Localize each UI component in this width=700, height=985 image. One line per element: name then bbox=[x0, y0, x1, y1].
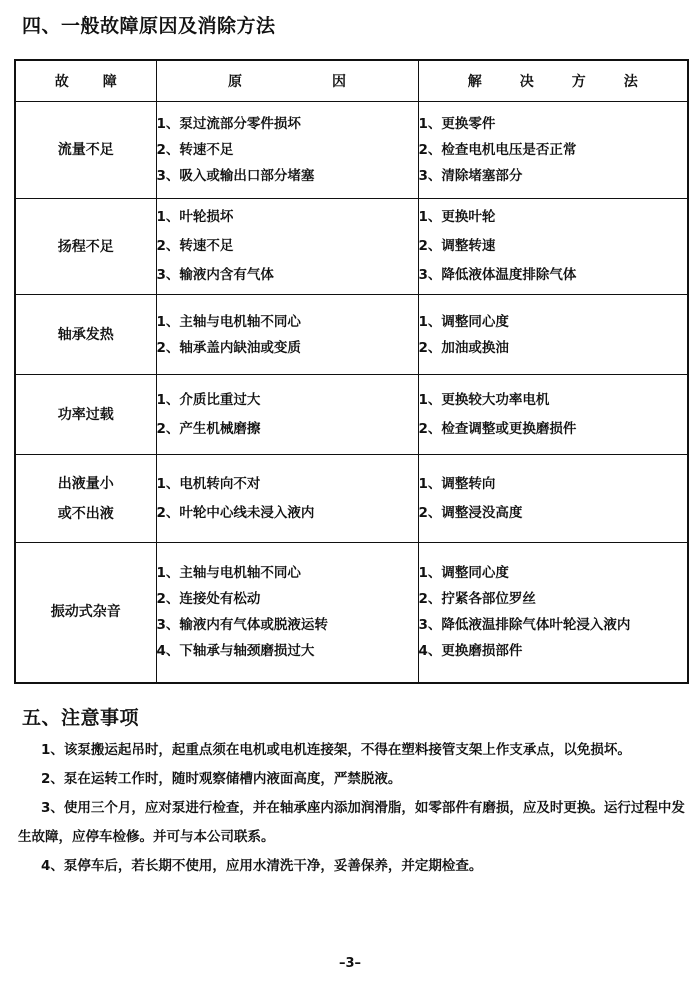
note-item: 3、使用三个月，应对泵进行检查，并在轴承座内添加润滑脂，如零部件有磨损，应及时更换。运行过程中发生故障，应停车检修。并可与本公司联系。 bbox=[18, 800, 685, 845]
header-solution-char: 解 bbox=[467, 74, 482, 90]
solution-item: 1、调整同心度 bbox=[418, 313, 509, 330]
solution-item: 1、调整转向 bbox=[418, 475, 496, 492]
solution-item: 2、检查调整或更换磨损件 bbox=[418, 420, 577, 437]
cause-item: 2、产生机械磨擦 bbox=[156, 420, 261, 437]
header-solution-char: 决 bbox=[519, 74, 534, 90]
fault-name: 振动式杂音 bbox=[50, 604, 121, 621]
solution-item: 1、更换较大功率电机 bbox=[418, 391, 550, 408]
fault-name: 轴承发热 bbox=[57, 326, 114, 343]
section-5-title: 五、注意事项 bbox=[22, 707, 140, 729]
solution-item: 3、降低液体温度排除气体 bbox=[418, 267, 577, 283]
cause-item: 1、主轴与电机轴不同心 bbox=[156, 565, 301, 582]
table-row bbox=[15, 455, 688, 543]
solution-item: 4、更换磨损部件 bbox=[418, 643, 523, 660]
header-solution bbox=[418, 60, 688, 102]
header-fault-char: 障 bbox=[102, 74, 117, 90]
fault-name: 功率过载 bbox=[57, 406, 114, 423]
cause-item: 2、连接处有松动 bbox=[156, 591, 261, 608]
cause-item: 3、吸入或输出口部分堵塞 bbox=[156, 168, 315, 184]
cause-item: 2、转速不足 bbox=[156, 142, 234, 158]
fault-name-cell bbox=[15, 375, 156, 455]
solutions-cell bbox=[418, 199, 688, 295]
solution-item: 1、更换零件 bbox=[418, 116, 496, 132]
cause-item: 1、介质比重过大 bbox=[156, 391, 261, 408]
cause-item: 2、转速不足 bbox=[156, 238, 234, 254]
solution-item: 2、检查电机电压是否正常 bbox=[418, 142, 577, 158]
header-solution-char: 法 bbox=[623, 74, 638, 90]
solutions-cell bbox=[418, 102, 688, 199]
header-solution-char: 方 bbox=[571, 74, 586, 90]
note-item: 4、泵停车后，若长期不使用，应用水清洗干净，妥善保养，并定期检查。 bbox=[41, 858, 483, 874]
solutions-cell bbox=[418, 543, 688, 683]
causes-cell bbox=[156, 543, 418, 683]
fault-name: 流量不足 bbox=[57, 142, 114, 158]
solution-item: 3、降低液温排除气体叶轮浸入液内 bbox=[418, 617, 631, 634]
cause-item: 3、输液内含有气体 bbox=[156, 267, 274, 283]
fault-name: 或不出液 bbox=[57, 505, 114, 522]
header-fault bbox=[15, 60, 156, 102]
header-cause-char: 原 bbox=[228, 74, 242, 90]
solutions-cell bbox=[418, 455, 688, 543]
note-item: 2、泵在运转工作时，随时观察储槽内液面高度，严禁脱液。 bbox=[41, 771, 402, 787]
header-cause bbox=[156, 60, 418, 102]
causes-cell bbox=[156, 102, 418, 199]
solution-item: 2、加油或换油 bbox=[418, 339, 509, 356]
solution-item: 3、清除堵塞部分 bbox=[418, 168, 523, 184]
section-4-title: 四、一般故障原因及消除方法 bbox=[22, 15, 276, 37]
notes-list bbox=[18, 736, 686, 881]
header-cause-char: 因 bbox=[332, 74, 346, 90]
causes-cell bbox=[156, 199, 418, 295]
fault-table bbox=[14, 59, 689, 684]
table-row bbox=[15, 295, 688, 375]
table-row bbox=[15, 199, 688, 295]
cause-item: 2、叶轮中心线未浸入液内 bbox=[156, 504, 315, 521]
causes-cell bbox=[156, 455, 418, 543]
table-header-row bbox=[15, 60, 688, 102]
solution-item: 1、更换叶轮 bbox=[418, 209, 496, 225]
cause-item: 4、下轴承与轴颈磨损过大 bbox=[156, 643, 315, 660]
fault-name-cell bbox=[15, 199, 156, 295]
fault-name-cell bbox=[15, 543, 156, 683]
cause-item: 1、叶轮损坏 bbox=[156, 209, 234, 225]
causes-cell bbox=[156, 375, 418, 455]
causes-cell bbox=[156, 295, 418, 375]
solution-item: 2、拧紧各部位罗丝 bbox=[418, 591, 536, 608]
solution-item: 2、调整浸没高度 bbox=[418, 504, 523, 521]
fault-name: 出液量小 bbox=[57, 475, 114, 492]
fault-name: 扬程不足 bbox=[57, 238, 114, 255]
table-row bbox=[15, 102, 688, 199]
solution-item: 1、调整同心度 bbox=[418, 565, 509, 582]
cause-item: 1、主轴与电机轴不同心 bbox=[156, 313, 301, 330]
cause-item: 2、轴承盖内缺油或变质 bbox=[156, 339, 301, 356]
fault-name-cell bbox=[15, 295, 156, 375]
fault-name-cell bbox=[15, 455, 156, 543]
page-number: –3– bbox=[338, 956, 362, 971]
table-row bbox=[15, 543, 688, 683]
cause-item: 1、电机转向不对 bbox=[156, 475, 261, 492]
solutions-cell bbox=[418, 295, 688, 375]
cause-item: 3、输液内有气体或脱液运转 bbox=[156, 617, 328, 634]
note-item: 1、该泵搬运起吊时，起重点须在电机或电机连接架，不得在塑料接管支架上作支承点，以免损坏。 bbox=[41, 742, 631, 758]
fault-name-cell bbox=[15, 102, 156, 199]
cause-item: 1、泵过流部分零件损坏 bbox=[156, 116, 301, 132]
table-row bbox=[15, 375, 688, 455]
solution-item: 2、调整转速 bbox=[418, 238, 496, 254]
header-fault-char: 故 bbox=[54, 74, 69, 90]
solutions-cell bbox=[418, 375, 688, 455]
